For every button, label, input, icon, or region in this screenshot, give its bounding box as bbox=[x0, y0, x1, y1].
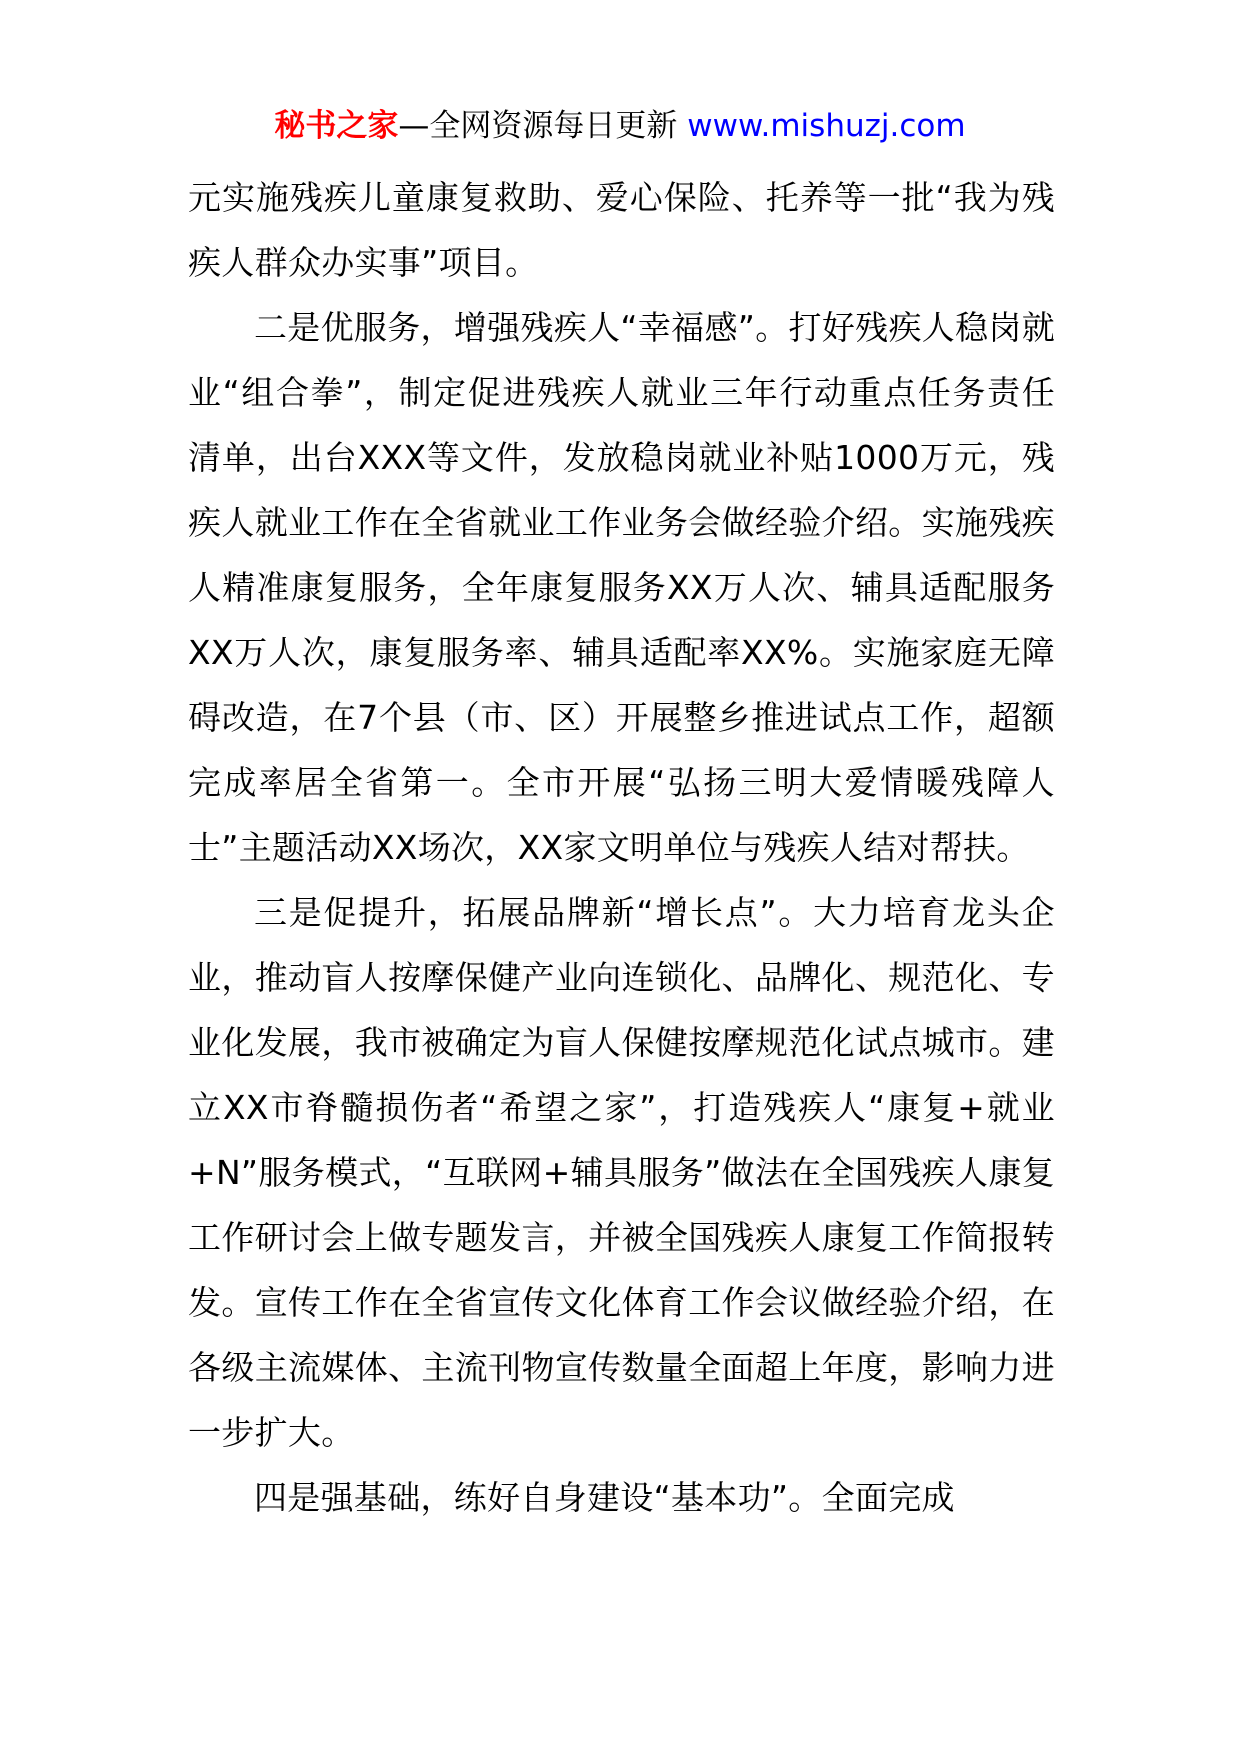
paragraph-service: 二是优服务，增强残疾人“幸福感”。打好残疾人稳岗就业“组合拳”，制定促进残疾人就业三年行动重点任务责任清单，出台XXX等文件，发放稳岗就业补贴1000万元，残疾人就业工作在全省就业工作业务会做经验介绍。实施残疾人精准康复服务，全年康复服务XX万人次、辅具适配服务XX万人次，康复服务率、辅具适配率XX%。实施家庭无障碍改造，在7个县（市、区）开展整乡推进试点工作，超额完成率居全省第一。全市开展“弘扬三明大爱情暖残障人士”主题活动XX场次，XX家文明单位与残疾人结对帮扶。 bbox=[188, 308, 1055, 867]
site-header bbox=[0, 104, 1240, 148]
paragraph-continuation: 元实施残疾儿童康复救助、爱心保险、托养等一批“我为残疾人群众办实事”项目。 bbox=[188, 178, 1055, 282]
paragraph-foundation: 四是强基础，练好自身建设“基本功”。全面完成 bbox=[254, 1478, 955, 1517]
paragraph-brand: 三是促提升，拓展品牌新“增长点”。大力培育龙头企业，推动盲人按摩保健产业向连锁化、品牌化、规范化、专业化发展，我市被确定为盲人保健按摩规范化试点城市。建立XX市脊髓损伤者“希望之家”，打造残疾人“康复+就业+N”服务模式，“互联网+辅具服务”做法在全国残疾人康复工作研讨会上做专题发言，并被全国残疾人康复工作简报转发。宣传工作在全省宣传文化体育工作会议做经验介绍，在各级主流媒体、主流刊物宣传数量全面超上年度，影响力进一步扩大。 bbox=[188, 893, 1055, 1452]
brand-name: 秘书之家 bbox=[274, 108, 399, 144]
site-url-link[interactable]: www.mishuzj.com bbox=[687, 108, 966, 144]
header-slogan: —全网资源每日更新 bbox=[398, 108, 688, 144]
document-body bbox=[188, 165, 1055, 1530]
